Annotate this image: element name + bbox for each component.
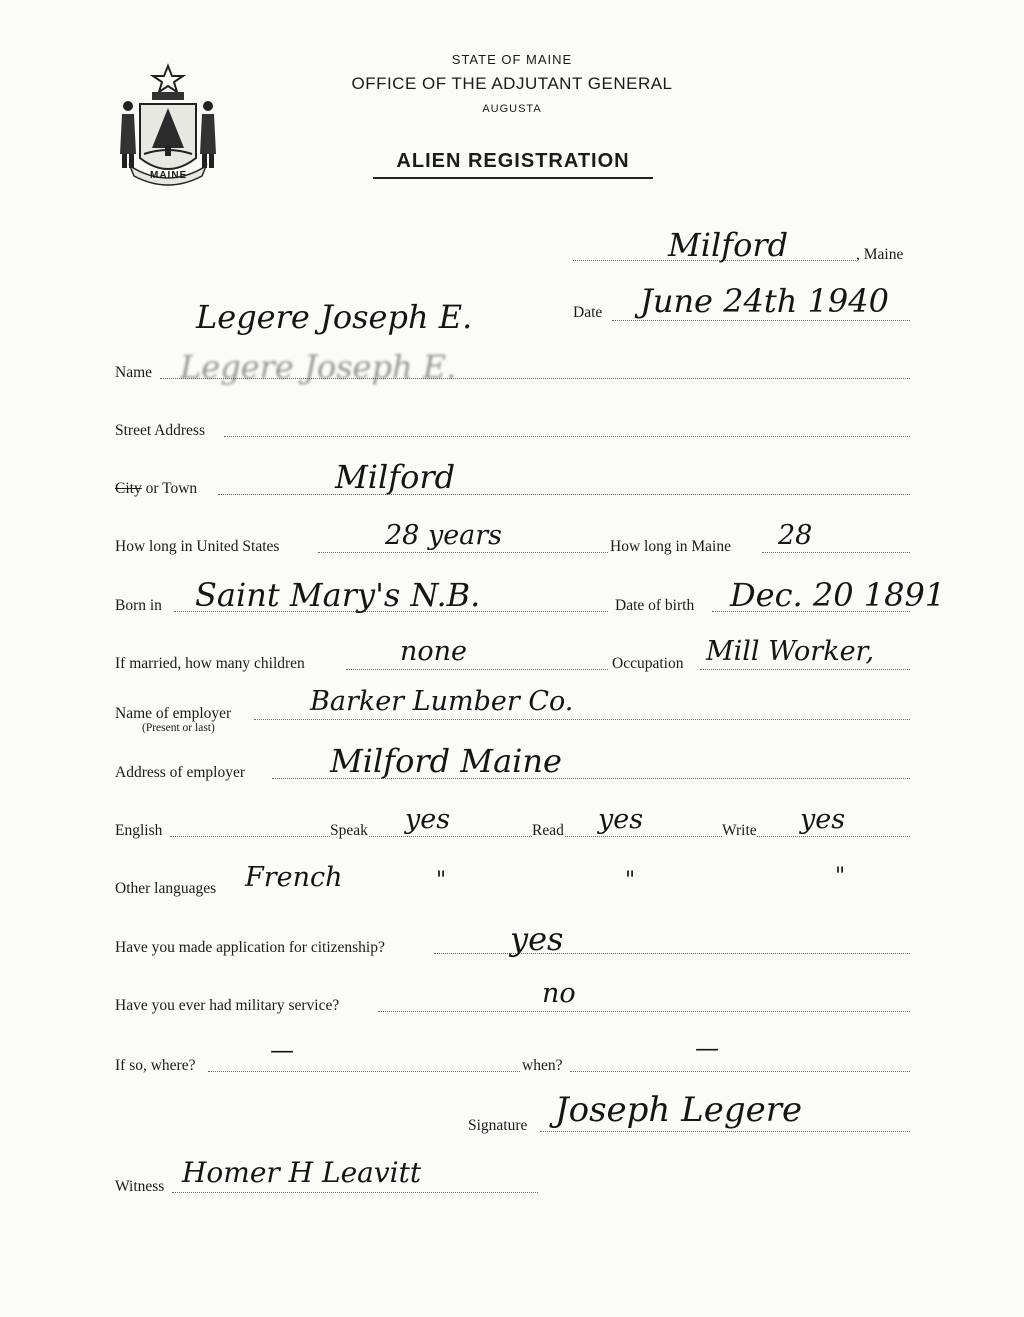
citizenship-label: Have you made application for citizenship?: [115, 939, 385, 956]
born-in-label: Born in: [115, 597, 162, 614]
occupation-label: Occupation: [612, 655, 684, 672]
where-label: If so, where?: [115, 1057, 196, 1074]
english-speak-label: Speak: [330, 822, 368, 839]
employer-label: Name of employer: [115, 705, 232, 722]
date-of-birth-value: Dec. 20 1891: [730, 576, 946, 614]
military-line: [378, 1011, 910, 1012]
children-label: If married, how many children: [115, 655, 305, 672]
town-label: or Town: [141, 480, 198, 497]
form-title: ALIEN REGISTRATION: [396, 150, 630, 172]
how-long-maine-label: How long in Maine: [610, 538, 731, 555]
city-or-town-line: [218, 494, 910, 495]
witness-label: Witness: [115, 1178, 165, 1195]
employer-address-label: Address of employer: [115, 764, 245, 781]
english-write-label: Write: [722, 822, 757, 839]
english-read-value: yes: [598, 804, 644, 835]
occupation-value: Mill Worker,: [706, 636, 875, 667]
other-languages-value: French: [245, 862, 343, 893]
header-city: AUGUSTA: [482, 103, 542, 115]
other-languages-speak: ": [436, 868, 447, 893]
when-value: —: [695, 1034, 719, 1062]
other-languages-label: Other languages: [115, 880, 217, 897]
english-read-label: Read: [532, 822, 564, 839]
city-struck-label: City: [115, 480, 142, 497]
how-long-maine-line: [762, 552, 910, 553]
date-of-birth-label: Date of birth: [615, 597, 695, 614]
employer-address-value: Milford Maine: [330, 742, 562, 780]
employer-value: Barker Lumber Co.: [310, 686, 574, 717]
header-office: OFFICE OF THE ADJUTANT GENERAL: [351, 74, 673, 93]
place-suffix: , Maine: [856, 246, 904, 263]
witness-line: [172, 1192, 538, 1193]
where-value: —: [270, 1036, 294, 1064]
date-value: June 24th 1940: [640, 282, 889, 320]
children-value: none: [400, 636, 468, 667]
signature-line: [540, 1131, 910, 1132]
city-or-town-label: [115, 480, 197, 498]
citizenship-line: [434, 953, 910, 954]
occupation-line: [700, 669, 910, 670]
employer-line: [254, 719, 910, 720]
other-languages-write: ": [835, 864, 846, 889]
where-line: [208, 1071, 520, 1072]
english-label: English: [115, 822, 163, 839]
citizenship-value: yes: [510, 920, 564, 958]
name-value: Legere Joseph E.: [196, 298, 473, 336]
children-line: [346, 669, 608, 670]
how-long-us-label: How long in United States: [115, 538, 280, 555]
military-value: no: [542, 978, 576, 1009]
how-long-us-line: [318, 552, 608, 553]
header-state: STATE OF MAINE: [451, 52, 573, 67]
name-original-entry: Legere Joseph E.: [180, 348, 457, 386]
name-label: Name: [115, 364, 153, 381]
other-languages-read: ": [625, 868, 636, 893]
date-label: Date: [573, 304, 603, 321]
born-in-value: Saint Mary's N.B.: [195, 576, 481, 614]
signature-value: Joseph Legere: [555, 1090, 803, 1130]
when-label: when?: [522, 1057, 563, 1074]
street-address-label: Street Address: [115, 422, 205, 439]
how-long-us-value: 28 years: [385, 520, 503, 551]
english-write-value: yes: [800, 804, 846, 835]
when-line: [570, 1071, 910, 1072]
street-address-line: [224, 436, 910, 437]
seal-banner-text: MAINE: [150, 170, 188, 181]
signature-label: Signature: [468, 1117, 528, 1134]
witness-value: Homer H Leavitt: [182, 1156, 422, 1189]
city-or-town-value: Milford: [335, 458, 456, 496]
military-label: Have you ever had military service?: [115, 997, 340, 1014]
title-underline: [373, 177, 653, 179]
how-long-maine-value: 28: [778, 520, 813, 551]
english-speak-value: yes: [405, 804, 451, 835]
employer-sublabel: (Present or last): [142, 722, 215, 734]
date-line: [612, 320, 910, 321]
place-value: Milford: [668, 226, 789, 264]
